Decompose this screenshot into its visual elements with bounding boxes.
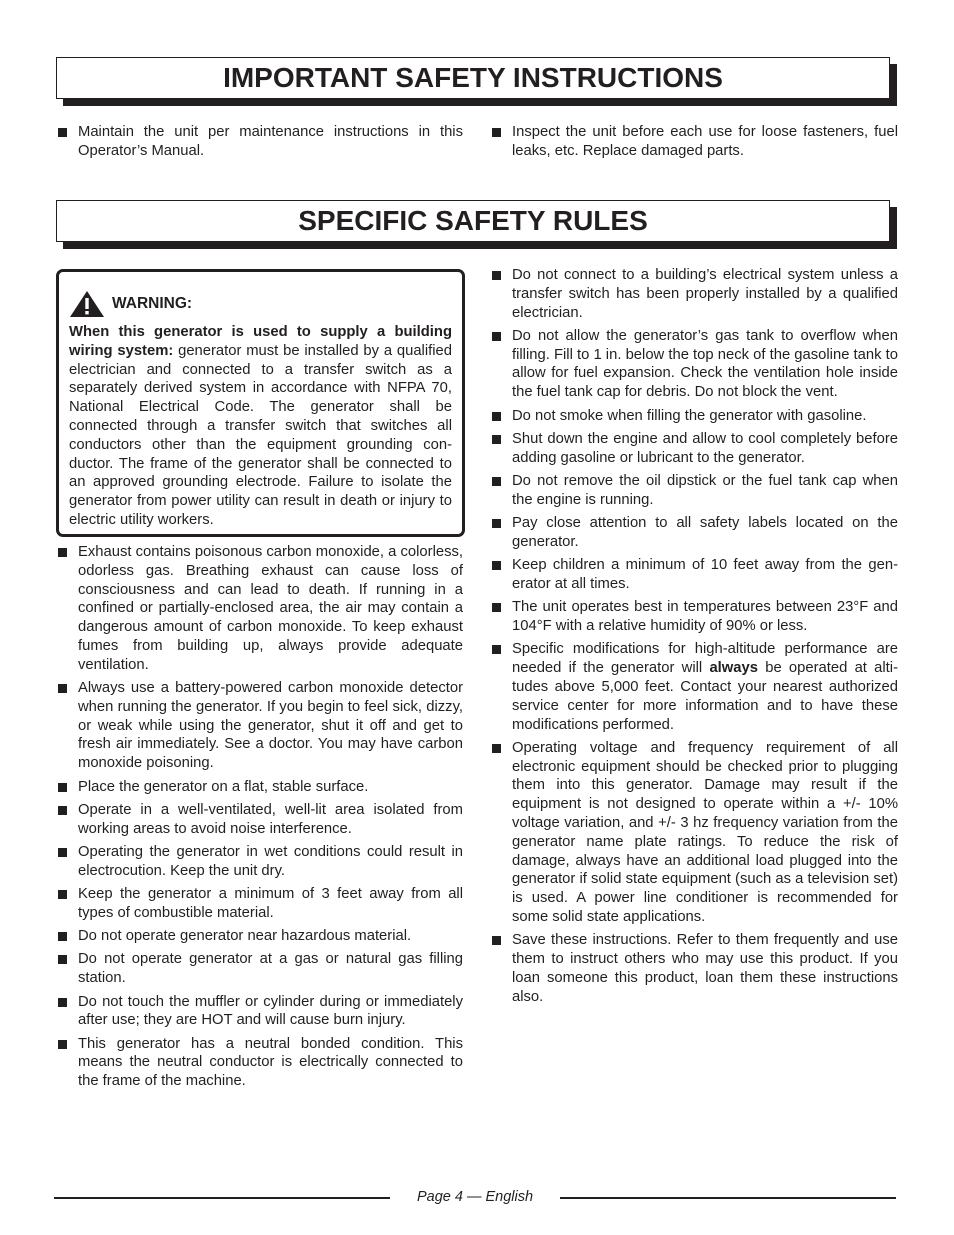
page-footer (54, 1187, 896, 1207)
right-rules-column (491, 266, 898, 1011)
list-item: Always use a battery-powered carbon monoxide detector when running the generator. If you begin to feel sick, dizzy, or weak while using the generator, shut it off and get to fresh air immediately. See a doctor. You may have carbon monoxide poisoning. (57, 679, 463, 773)
specific-safety-rules-banner (56, 200, 890, 242)
list-item: Exhaust contains poisonous carbon monoxide, a colorless, odorless gas. Breathing exhaust can cause loss of consciousness and can lead to death. If running in a confined or partially-enclosed area, the air may contain a dangerous amount of carbon monoxide. To keep exhaust fumes from building up, always provide adequate ventilation. (57, 543, 463, 675)
list-item: Place the generator on a flat, stable surface. (57, 778, 463, 797)
footer-rule-right (560, 1197, 896, 1199)
list-item: Keep the generator a minimum of 3 feet away from all types of combustible material. (57, 885, 463, 923)
important-instructions-left (57, 123, 463, 165)
important-instructions-right (491, 123, 898, 165)
list-item: Do not remove the oil dipstick or the fuel tank cap when the engine is running. (491, 472, 898, 510)
page-number: Page 4 — English (416, 1189, 534, 1205)
list-item: Do not smoke when filling the generator with gasoline. (491, 407, 898, 426)
important-safety-instructions-banner (56, 57, 890, 99)
list-item: Shut down the engine and allow to cool completely before adding gasoline or lubricant to the generator. (491, 430, 898, 468)
left-rules-column (57, 543, 463, 1096)
list-item: Save these instructions. Refer to them frequently and use them to instruct others who may use this product. If you loan someone this product, loan them these instructions also. (491, 931, 898, 1006)
list-item: Operate in a well-ventilated, well-lit area isolated from working areas to avoid noise interference. (57, 801, 463, 839)
list-item: Inspect the unit before each use for loose fasteners, fuel leaks, etc. Replace damaged parts. (491, 123, 898, 161)
banner-title: IMPORTANT SAFETY INSTRUCTIONS (223, 62, 723, 93)
warning-lead: When this generator is used to supply a building wiring system: (69, 324, 452, 359)
list-item: Do not connect to a building’s electrical system unless a transfer switch has been properly installed by a qualified electrician. (491, 266, 898, 322)
warning-box (56, 269, 465, 537)
footer-rule-left (54, 1197, 390, 1199)
altitude-rule-bold: always (709, 660, 758, 677)
warning-text: generator must be installed by a qualified electrician and connected to a transfer switch as a separately derived system in accordance with NFPA 70, National Electrical Code. The generator shall be connected through a transfer switch that switches all conductors other than the equipment grounding conductor. The frame of the generator shall be connected to an approved grounding electrode. Failure to isolate the generator from power utility can result in death or injury to electric utility workers. (69, 342, 452, 528)
list-item: Operating voltage and frequency requirement of all electronic equipment should be checked prior to plugging them into this generator. Damage may result if the equipment is not designed to operate within a +/- 10% voltage variation, and +/- 3 hz frequency variation from the generator name plate ratings. To reduce the risk of damage, always have an additional load plugged into the generator if solid state equipment (such as a television set) is used. A power line conditioner is recommended for some solid state applications. (491, 739, 898, 927)
list-item: Do not operate generator near hazardous material. (57, 927, 463, 946)
list-item: Keep children a minimum of 10 feet away from the generator at all times. (491, 556, 898, 594)
warning-body (69, 323, 452, 530)
list-item: Do not operate generator at a gas or natural gas filling station. (57, 950, 463, 988)
list-item: This generator has a neutral bonded condition. This means the neutral conductor is electrically connected to the frame of the machine. (57, 1035, 463, 1091)
warning-header (69, 290, 452, 318)
list-item: Pay close attention to all safety labels located on the generator. (491, 514, 898, 552)
altitude-rule-pre: Specific modifications for high-altitude performance are needed if the generator will (512, 641, 898, 677)
altitude-rule-post: be operated at altitudes above 5,000 feet. Contact your nearest authorized service center for more information and to have these modifications performed. (512, 660, 899, 733)
list-item: Do not touch the muffler or cylinder during or immediately after use; they are HOT and will cause burn injury. (57, 993, 463, 1031)
list-item: Maintain the unit per maintenance instructions in this Operator’s Manual. (57, 123, 463, 161)
warning-label: WARNING: (112, 294, 193, 312)
warning-triangle-icon (69, 290, 105, 318)
list-item: Operating the generator in wet conditions could result in electrocution. Keep the unit dry. (57, 843, 463, 881)
list-item: Do not allow the generator’s gas tank to overflow when filling. Fill to 1 in. below the top neck of the gasoline tank to allow for fuel expansion. Check the ventilation hole inside the fuel tank cap for debris. Do not block the vent. (491, 327, 898, 402)
list-item: The unit operates best in temperatures between 23°F and 104°F with a relative humidity of 90% or less. (491, 598, 898, 636)
list-item (491, 640, 898, 734)
section-title: SPECIFIC SAFETY RULES (298, 205, 648, 236)
